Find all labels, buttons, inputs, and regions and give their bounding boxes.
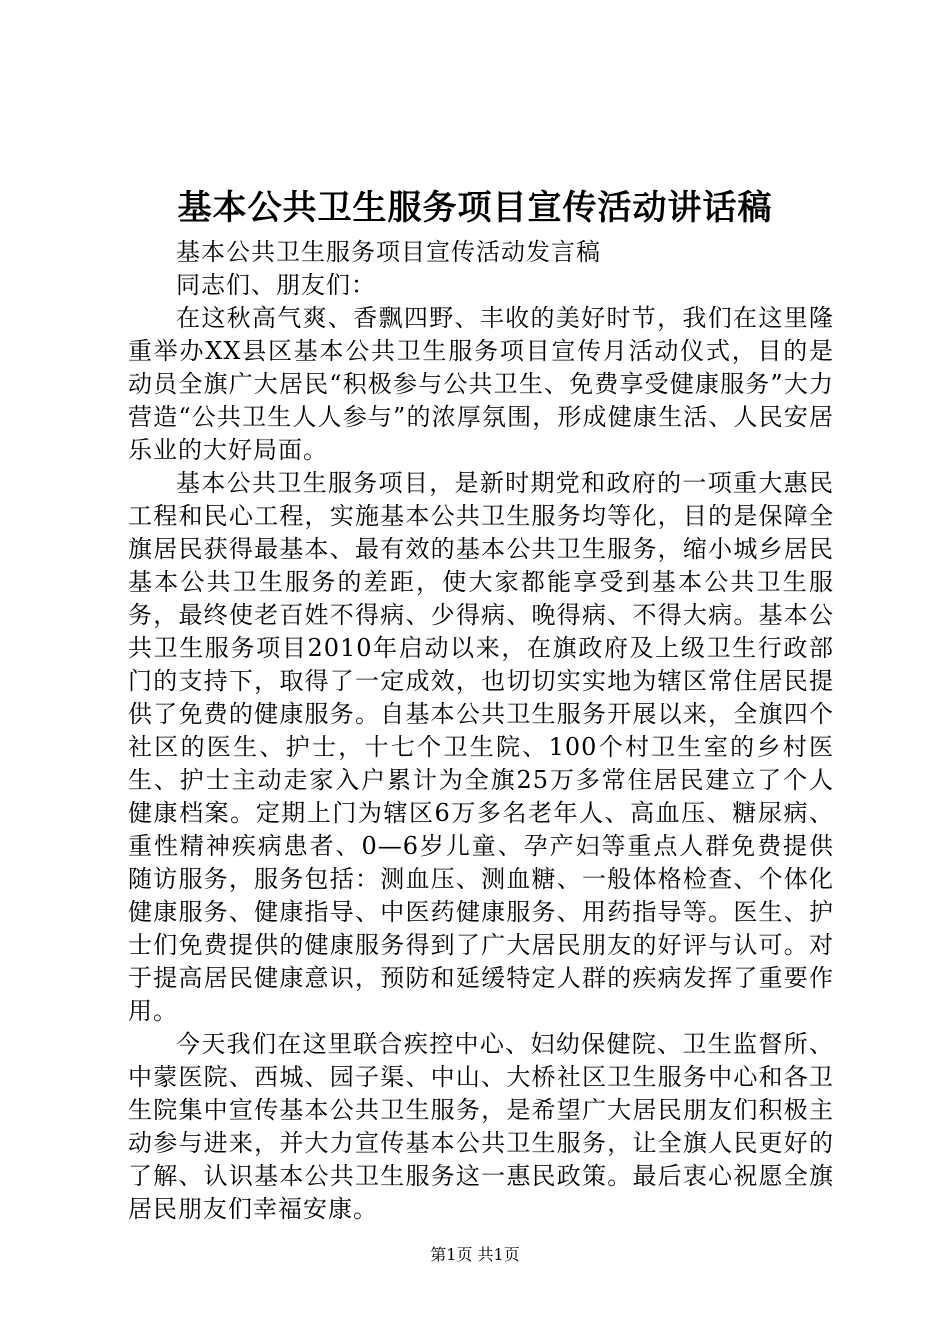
subtitle-paragraph: 基本公共卫生服务项目宣传活动发言稿 bbox=[176, 238, 601, 266]
body-paragraph: 基本公共卫生服务项目，是新时期党和政府的一项重大惠民工程和民心工程，实施基本公共卫生服务均等化，目的是保障全旗居民获得最基本、最有效的基本公共卫生服务，缩小城乡居民基本公共卫生服务的差距，使大家都能享受到基本公共卫生服务，最终使老百姓不得病、少得病、晚得病、不得大病。基本公共卫生服务项目2010年启动以来，在旗政府及上级卫生行政部门的支持下，取得了一定成效，也切切实实地为辖区常住居民提供了免费的健康服务。自基本公共卫生服务开展以来，全旗四个社区的医生、护士，十七个卫生院、100个村卫生室的乡村医生、护士主动走家入户累计为全旗25万多常住居民建立了个人健康档案。定期上门为辖区6万多名老年人、高血压、糖尿病、重性精神疾病患者、0—6岁儿童、孕产妇等重点人群免费提供随访服务，服务包括：测血压、测血糖、一般体格检查、个体化健康服务、健康指导、中医药健康服务、用药指导等。医生、护士们免费提供的健康服务得到了广大居民朋友的好评与认可。对于提高居民健康意识，预防和延缓特定人群的疾病发挥了重要作用。 bbox=[128, 469, 834, 1025]
page-number-footer: 第1页 共1页 bbox=[430, 1245, 520, 1264]
document-title: 基本公共卫生服务项目宣传活动讲话稿 bbox=[177, 188, 773, 228]
body-paragraph: 今天我们在这里联合疾控中心、妇幼保健院、卫生监督所、中蒙医院、西城、园子渠、中山、大桥社区卫生服务中心和各卫生院集中宣传基本公共卫生服务，是希望广大居民朋友们积极主动参与进来，并大力宣传基本公共卫生服务，让全旗人民更好的了解、认识基本公共卫生服务这一惠民政策。最后衷心祝愿全旗居民朋友们幸福安康。 bbox=[128, 1030, 834, 1223]
body-paragraph: 在这秋高气爽、香飘四野、丰收的美好时节，我们在这里隆重举办XX县区基本公共卫生服务项目宣传月活动仪式，目的是动员全旗广大居民“积极参与公共卫生、免费享受健康服务”大力营造“公共卫生人人参与”的浓厚氛围，形成健康生活、人民安居乐业的大好局面。 bbox=[128, 304, 834, 464]
document-body bbox=[128, 236, 834, 1226]
salutation-paragraph: 同志们、朋友们： bbox=[176, 271, 376, 299]
